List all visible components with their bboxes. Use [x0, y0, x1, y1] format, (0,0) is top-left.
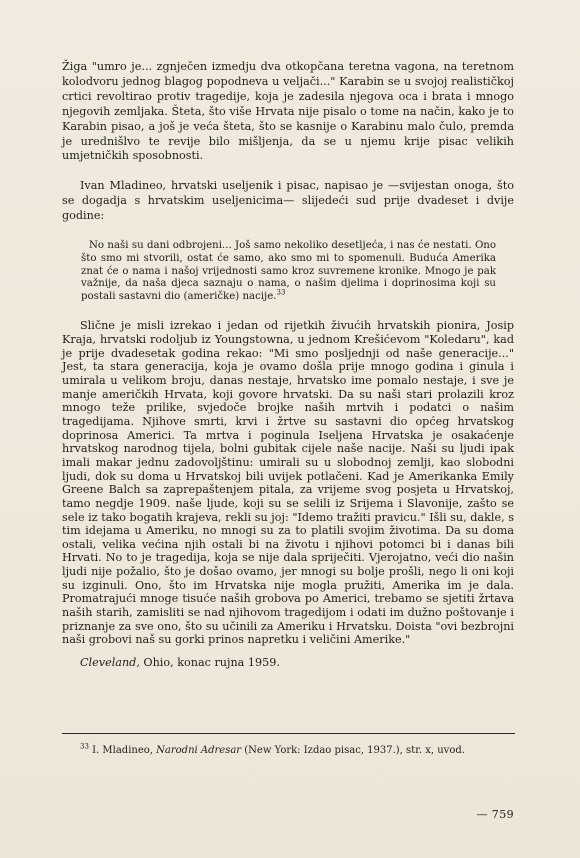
signature-city: Cleveland,	[80, 656, 140, 670]
block-quote	[81, 240, 496, 303]
paragraph-1: Žiga "umro je... zgnječen izmedju dva otkopčana teretna vagona, na teretnom kolodvoru jednog blagog popodneva u veljači..." Karabin se u svojoj realističkoj crtici revoltirao protiv tragedije, koja je zadesila njegova oca i brata i mnogo njegovih zemljaka. Šteta, što više Hrvata nije pisalo o tome na način, kako je to Karabin pisao, a još je veća šteta, što se kasnije o Karabinu malo čulo, premda je urednišlvo te revije bilo mišljenja, da se u njemu krije pisac velikih umjetničkih sposobnosti.	[62, 60, 514, 163]
main-text	[62, 60, 514, 670]
signature-place-date: Ohio, konac rujna 1959.	[139, 656, 280, 670]
paragraph-2: Ivan Mladineo, hrvatski useljenik i pisac, napisao je —svijestan onoga, što se dogadja s hrvatskim useljenicima— slijedeći sud prije dvadeset i dvije godine:	[62, 179, 514, 223]
quote-footnote-ref: 33	[276, 288, 286, 297]
signature-line	[80, 656, 514, 670]
footnote-number: 33	[80, 742, 89, 751]
footnote-title: Narodni Adresar	[156, 745, 242, 756]
paragraph-3: Slične je misli izrekao i jedan od rijetkih živućih hrvatskih pionira, Josip Kraja, hrvatski rodoljub iz Youngstowna, u jednom Krešićevom "Koledaru", kad je prije dvadesetak godina rekao: "Mi smo posljednji od naše generacije..." Jest, ta stara generacija, koja je ovamo došla prije mnogo godina i ginula i umirala u velikom broju, danas nestaje, hrvatsko ime pomalo nestaje, i sve je manje američkih Hrvata, koji govore hrvatski. Da su naši stari prolazili kroz mnogo teže prilike, svjedoče brojke naših mrtvih i podatci o našim tragedijama. Njihove smrti, krvi i žrtve su sastavni dio općeg hrvatskog doprinosa Americi. Ta mrtva i poginula Iseljena Hrvatska je osakaćenje hrvatskog narodnog tijela, bolni gubitak cijele naše nacije. Naši su ljudi ipak imali makar jednu zadovoljštinu: umirali su u slobodnoj zemlji, kao slobodni ljudi, dok su doma u Hrvatskoj bili uvijek potlačeni. Kad je Amerikanka Emily Greene Balch sa zaprepaštenjem pitala, za vrijeme svog posjeta u Hrvatskoj, tamo negdje 1909. naše ljude, koji su se selili iz Srijema i Slavonije, zašto se sele iz tako bogatih krajeva, rekli su joj: "Idemo tražiti pravicu." Išli su, dakle, s tim idejama u Ameriku, no mnogi su za to platili svojim životima. Da su doma ostali, velika većina njih ostali bi na životu i njihovi potomci bi i danas bili Hrvati. No to je tragedija, koja se nije dala spriječiti. Vjerojatno, veći dio našin ljudi nije požalio, što je došao ovamo, jer mnogi su bolje prošli, nego li oni koji su izginuli. Ono, što im Hrvatska nije mogla pružiti, Amerika im je dala. Promatrajući mnoge tisuće naših grobova po Americi, trebamo se sjetiti žrtava naših starih, zamisliti se nad njihovom tragedijom i odati im dužno poštovanje i priznanje za sve ono, što su učinili za Ameriku i Hrvatsku. Doista "ovi bezbrojni naši grobovi naš su gorki prinos napretku i veličini Amerike."	[62, 319, 514, 647]
footnote	[62, 744, 514, 758]
footnote-details: (New York: Izdao pisac, 1937.), str. x, uvod.	[241, 745, 465, 756]
footnote-divider	[62, 733, 515, 734]
page-number: — 759	[476, 808, 514, 821]
footnote-author: I. Mladineo,	[88, 745, 157, 756]
quote-text: No naši su dani odbrojeni... Još samo nekoliko desetljeća, i nas će nestati. Ono što smo mi stvorili, ostat će samo, ako smo mi to spomenuli. Buduća Amerika znat će o nama i našoj vrijednosti samo kroz suvremene kronike. Mnogo je pak važnije, da naša djeca saznaju o nama, o našim djelima i doprinosima koji su postali sastavni dio (američke) nacije.	[81, 240, 496, 302]
